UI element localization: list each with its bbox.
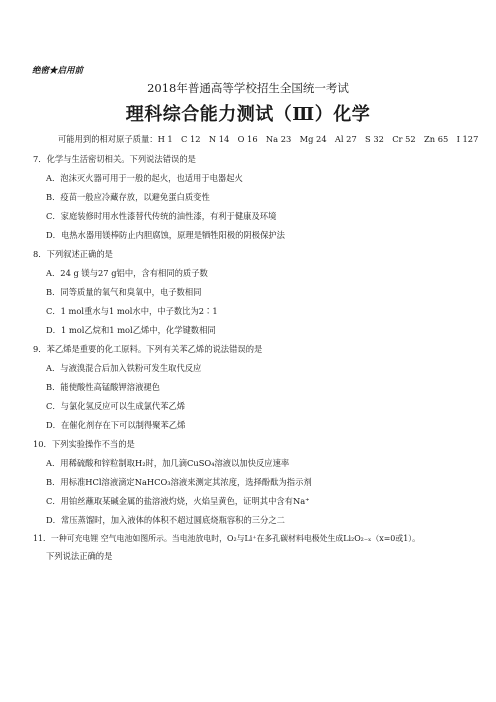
question-8-option-a: A．24 g 镁与27 g铝中，含有相同的质子数 — [46, 268, 208, 278]
question-10-option-d: D．常压蒸馏时，加入液体的体积不超过圆底烧瓶容积的三分之二 — [46, 515, 285, 525]
question-10-option-a: A．用稀硫酸和锌粒制取H₂时，加几滴CuSO₄溶液以加快反应速率 — [46, 458, 290, 468]
question-8-option-d: D．1 mol乙烷和1 mol乙烯中，化学键数相同 — [46, 325, 216, 335]
question-10-stem: 10．下列实验操作不当的是 — [33, 439, 135, 449]
question-8-stem: 8．下列叙述正确的是 — [33, 249, 113, 259]
question-9-option-a: A．与液溴混合后加入铁粉可发生取代反应 — [46, 363, 202, 373]
question-10-option-b: B．用标准HCl溶液滴定NaHCO₃溶液来测定其浓度，选择酚酞为指示剂 — [46, 477, 312, 487]
question-9-option-b: B．能使酸性高锰酸钾溶液褪色 — [46, 382, 160, 392]
question-7-stem: 7．化学与生活密切相关。下列说法错误的是 — [33, 154, 196, 164]
question-11-prompt: 下列说法正确的是 — [46, 551, 113, 561]
atomic-mass-line: 可能用到的相对原子质量：H 1 C 12 N 14 O 16 Na 23 Mg 24 Al 27 S 32 Cr 52 Zn 65 I 127 — [58, 134, 479, 144]
question-11-stem: 11．一种可充电锂 空气电池如图所示。当电池放电时，O₂与Li⁺在多孔碳材料电极处生成Li₂O₂₋ₓ（x=0或1）。 — [33, 534, 421, 543]
question-7-option-c: C．家庭装修时用水性漆替代传统的油性漆，有利于健康及环境 — [46, 211, 277, 221]
question-8-option-b: B．同等质量的氧气和臭氧中，电子数相同 — [46, 287, 202, 297]
question-7-option-d: D．电热水器用镁棒防止内胆腐蚀，原理是牺牲阳极的阴极保护法 — [46, 230, 285, 240]
question-9-option-c: C．与氯化氢反应可以生成氯代苯乙烯 — [46, 401, 186, 411]
question-9-stem: 9．苯乙烯是重要的化工原料。下列有关苯乙烯的说法错误的是 — [33, 344, 263, 354]
question-7-option-a: A．泡沫灭火器可用于一般的起火，也适用于电器起火 — [46, 173, 243, 183]
question-10-option-c: C．用铂丝蘸取某碱金属的盐溶液灼烧，火焰呈黄色，证明其中含有Na⁺ — [46, 496, 310, 506]
page-title: 理科综合能力测试（Ⅲ）化学 — [125, 104, 371, 125]
question-9-option-d: D．在催化剂存在下可以制得聚苯乙烯 — [46, 420, 186, 430]
question-8-option-c: C．1 mol重水与1 mol水中，中子数比为2∶1 — [46, 306, 218, 316]
question-7-option-b: B．疫苗一般应冷藏存放，以避免蛋白质变性 — [46, 192, 210, 202]
exam-year-line: 2018年普通高等学校招生全国统一考试 — [147, 81, 349, 95]
confidential-mark: 绝密★启用前 — [32, 66, 84, 76]
